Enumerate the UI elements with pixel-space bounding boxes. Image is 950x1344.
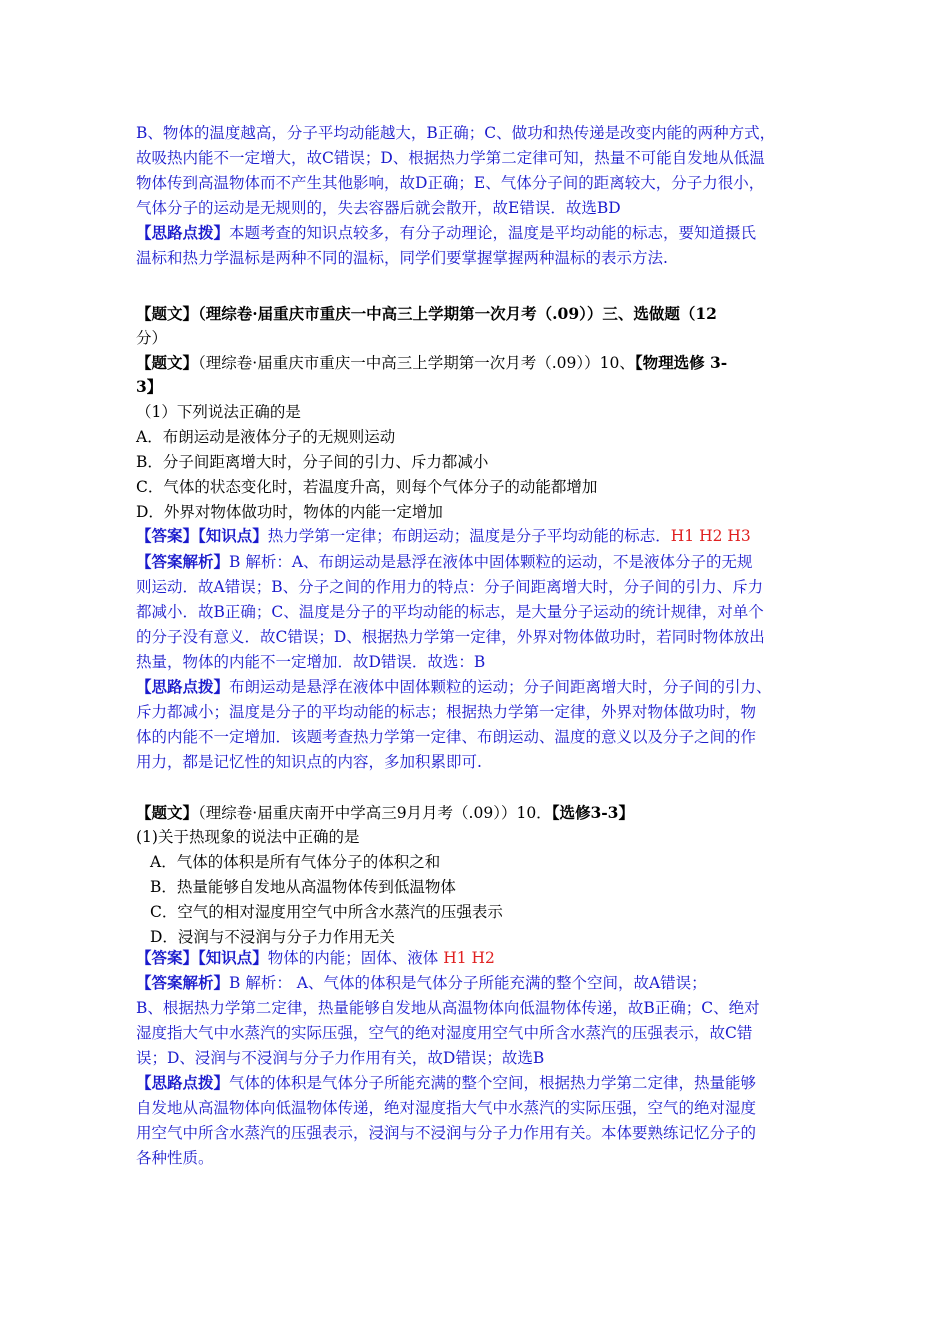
tips-text: 气体的体积是气体分子所能充满的整个空间，根据热力学第二定律，热量能够	[229, 1074, 757, 1092]
analysis-line: 都减小．故B正确；C、温度是分子的平均动能的标志，是大量分子运动的统计规律，对单个	[136, 603, 764, 621]
option: A．布朗运动是液体分子的无规则运动	[136, 428, 396, 446]
tips-line	[136, 675, 772, 699]
question-title: 分）	[136, 329, 168, 347]
analysis-line: 热量，物体的内能不一定增加．故D错误．故选：B	[136, 653, 486, 671]
question-title	[136, 801, 634, 825]
title-module: 【选修3-3】	[551, 803, 634, 822]
option: B．分子间距离增大时，分子间的引力、斥力都减小	[136, 453, 489, 471]
tips-label: 【思路点拨】	[136, 223, 230, 242]
option: C．气体的状态变化时，若温度升高，则每个气体分子的动能都增加	[136, 478, 598, 496]
analysis-label: 【答案解析】	[136, 973, 230, 992]
analysis-line: 湿度指大气中水蒸汽的实际压强，空气的绝对湿度用空气中所含水蒸汽的压强表示，故C错	[136, 1024, 753, 1042]
tips-line: 各种性质。	[136, 1149, 214, 1167]
option: C．空气的相对湿度用空气中所含水蒸汽的压强表示	[150, 903, 503, 921]
analysis-line: 物体传到高温物体而不产生其他影响，故D正确；E、气体分子间的距离较大，分子力很小，	[136, 174, 765, 192]
answer-knowledge: 热力学第一定律；布朗运动；温度是分子平均动能的标志．	[267, 527, 671, 545]
answer-line	[136, 946, 495, 970]
option: A．气体的体积是所有气体分子的体积之和	[150, 853, 441, 871]
question-subtitle: 3】	[136, 377, 163, 396]
analysis-line: B、物体的温度越高，分子平均动能越大，B正确；C、做功和热传递是改变内能的两种方式，	[136, 124, 776, 142]
tips-line	[136, 1071, 756, 1095]
subtitle-source: （理综卷·届重庆市重庆一中高三上学期第一次月考（.09））10、	[198, 354, 635, 372]
answer-line	[136, 524, 751, 548]
subtitle-tag: 【题文】	[136, 353, 199, 372]
option: D．外界对物体做功时，物体的内能一定增加	[136, 503, 443, 521]
option: B．热量能够自发地从高温物体传到低温物体	[150, 878, 456, 896]
analysis-line: B、根据热力学第二定律，热量能够自发地从高温物体向低温物体传递，故B正确；C、绝对	[136, 999, 760, 1017]
tips-line	[136, 221, 756, 245]
tips-line: 用力，都是记忆性的知识点的内容，多加积累即可.	[136, 753, 482, 771]
title-tag: 【题文】	[136, 803, 199, 822]
tips-line: 体的内能不一定增加．该题考查热力学第一定律、布朗运动、温度的意义以及分子之间的作	[136, 728, 757, 746]
analysis-text: B 解析： A、气体的体积是气体分子所能充满的整个空间，故A错误；	[229, 974, 707, 992]
analysis-line	[136, 971, 707, 995]
question-stem: (1)关于热现象的说法中正确的是	[136, 828, 360, 846]
question-subtitle	[136, 351, 727, 375]
tips-line: 自发地从高温物体向低温物体传递，绝对湿度指大气中水蒸汽的实际压强，空气的绝对湿度	[136, 1099, 757, 1117]
tips-line: 用空气中所含水蒸汽的压强表示，浸润与不浸润与分子力作用有关。本体要熟练记忆分子的	[136, 1124, 757, 1142]
analysis-line: 则运动．故A错误；B、分子之间的作用力的特点：分子间距离增大时，分子间的引力、斥力	[136, 578, 764, 596]
analysis-line: 故吸热内能不一定增大，故C错误；D、根据热力学第二定律可知，热量不可能自发地从低温	[136, 149, 765, 167]
tips-line: 温标和热力学温标是两种不同的温标，同学们要掌握掌握两种温标的表示方法.	[136, 249, 668, 267]
analysis-label: 【答案解析】	[136, 552, 230, 571]
analysis-line	[136, 550, 753, 574]
tips-label: 【思路点拨】	[136, 677, 230, 696]
question-stem: （1）下列说法正确的是	[136, 403, 301, 421]
analysis-line: 气体分子的运动是无规则的，失去容器后就会散开，故E错误．故选BD	[136, 199, 621, 217]
answer-label: 【答案】【知识点】	[136, 948, 268, 967]
analysis-line: 误；D、浸润与不浸润与分子力作用有关，故D错误；故选B	[136, 1049, 545, 1067]
answer-knowledge: 物体的内能；固体、液体	[267, 949, 439, 967]
knowledge-codes: H1 H2 H3	[670, 527, 751, 545]
answer-label: 【答案】【知识点】	[136, 526, 268, 545]
analysis-text: B 解析：A、布朗运动是悬浮在液体中固体颗粒的运动，不是液体分子的无规	[229, 553, 753, 571]
tips-label: 【思路点拨】	[136, 1073, 230, 1092]
question-title: 【题文】（理综卷·届重庆市重庆一中高三上学期第一次月考（.09））三、选做题（12	[136, 304, 717, 323]
knowledge-codes: H1 H2	[443, 949, 495, 967]
tips-text: 布朗运动是悬浮在液体中固体颗粒的运动；分子间距离增大时，分子间的引力、	[229, 678, 772, 696]
title-source: （理综卷·届重庆南开中学高三9月月考（.09））10．	[198, 804, 552, 822]
tips-line: 斥力都减小；温度是分子的平均动能的标志；根据热力学第一定律，外界对物体做功时，物	[136, 703, 757, 721]
analysis-line: 的分子没有意义．故C错误；D、根据热力学第一定律，外界对物体做功时，若同时物体放出	[136, 628, 765, 646]
option: D．浸润与不浸润与分子力作用无关	[150, 928, 395, 946]
subtitle-module: 【物理选修 3-	[634, 353, 728, 372]
tips-text: 本题考查的知识点较多，有分子动理论，温度是平均动能的标志，要知道摄氏	[229, 224, 757, 242]
